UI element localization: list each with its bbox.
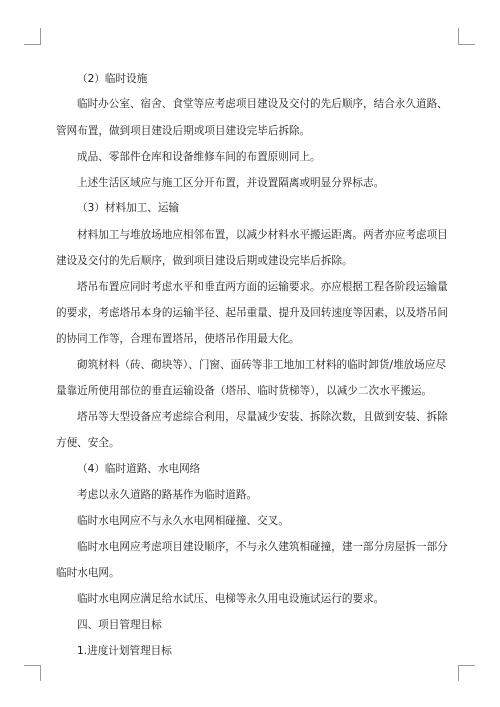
paragraph-line: 考虑以永久道路的路基作为临时道路。 bbox=[77, 489, 258, 501]
crop-mark-bottom-right-vertical bbox=[458, 665, 459, 681]
paragraph-line: 临时水电网应满足给水试压、电梯等永久用电设施试运行的要求。 bbox=[77, 593, 385, 605]
paragraph-line: 建设及交付的先后顺序，做到项目建设后期或建设完毕后拆除。 bbox=[56, 255, 353, 267]
paragraph-line: 管网布置，做到项目建设后期或项目建设完毕后拆除。 bbox=[56, 125, 311, 137]
heading-temporary-roads-utilities: （4）临时道路、水电网络 bbox=[77, 463, 201, 475]
paragraph-line: 成品、零部件仓库和设备维修车间的布置原则同上。 bbox=[77, 151, 321, 163]
paragraph-line: 的协同工作等，合理布置塔吊，使塔吊作用最大化。 bbox=[56, 333, 300, 345]
crop-mark-top-right-vertical bbox=[458, 28, 459, 44]
paragraph-line: 临时办公室、宿舍、食堂等应考虑项目建设及交付的先后顺序，结合永久道路、 bbox=[77, 98, 448, 110]
heading-temporary-facilities: （2）临时设施 bbox=[77, 73, 148, 85]
paragraph-line: 方便、安全。 bbox=[56, 437, 120, 449]
crop-mark-bottom-right-horizontal bbox=[458, 665, 475, 666]
paragraph-line: 砌筑材料（砖、砌块等）、门窗、面砖等非工地加工材料的临时卸货/堆放场应尽 bbox=[77, 359, 447, 371]
paragraph-line: 临时水电网。 bbox=[56, 567, 120, 579]
section-heading-project-management-goals: 四、项目管理目标 bbox=[77, 619, 162, 631]
paragraph-line: 量靠近所使用部位的垂直运输设备（塔吊、临时货梯等），以减少二次水平搬运。 bbox=[56, 385, 433, 397]
crop-mark-top-left-horizontal bbox=[24, 44, 41, 45]
heading-material-processing: （3）材料加工、运输 bbox=[77, 202, 180, 214]
paragraph-line: 临时水电网应不与永久水电网相碰撞、交叉。 bbox=[77, 515, 289, 527]
crop-mark-top-left-vertical bbox=[40, 28, 41, 44]
paragraph-line: 塔吊等大型设备应考虑综合利用，尽量减少安装、拆除次数，且做到安装、拆除 bbox=[77, 411, 448, 423]
paragraph-line: 临时水电网应考虑项目建设顺序，不与永久建筑相碰撞，建一部分房屋拆一部分 bbox=[77, 541, 448, 553]
crop-mark-bottom-left-horizontal bbox=[24, 665, 41, 666]
subheading-schedule-goals: 1.进度计划管理目标 bbox=[77, 645, 172, 657]
paragraph-line: 材料加工与堆放场地应相邻布置，以减少材料水平搬运距离。两者亦应考虑项目 bbox=[77, 229, 448, 241]
crop-mark-top-right-horizontal bbox=[458, 44, 475, 45]
paragraph-line: 的要求，考虑塔吊本身的运输半径、起吊重量、提升及回转速度等因素，以及塔吊间 bbox=[56, 307, 448, 319]
paragraph-line: 上述生活区域应与施工区分开布置，并设置隔离或明显分界标志。 bbox=[77, 177, 385, 189]
crop-mark-bottom-left-vertical bbox=[40, 665, 41, 681]
paragraph-line: 塔吊布置应同时考虑水平和垂直两方面的运输要求。亦应根据工程各阶段运输量 bbox=[77, 281, 448, 293]
